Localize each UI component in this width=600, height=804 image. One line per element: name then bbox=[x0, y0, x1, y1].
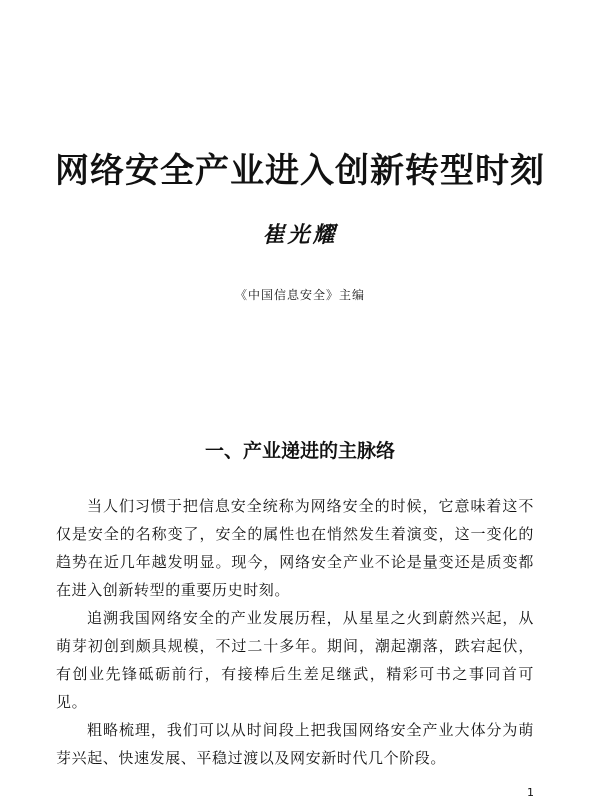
section-heading: 一、产业递进的主脉络 bbox=[204, 440, 395, 462]
paragraph: 粗略梳理，我们可以从时间段上把我国网络安全产业大体分为萌芽兴起、快速发展、平稳过渡以及网安新时代几个阶段。 bbox=[56, 721, 534, 767]
page-number: 1 bbox=[527, 786, 534, 799]
paragraph: 当人们习惯于把信息安全统称为网络安全的时候，它意味着这不仅是安全的名称变了，安全的属性也在悄然发生着演变，这一变化的趋势在近几年越发明显。现今，网络安全产业不论是量变还是质变都在进入创新转型的重要历史时刻。 bbox=[56, 497, 534, 599]
body-text bbox=[56, 492, 534, 772]
author-affiliation: 《中国信息安全》主编 bbox=[234, 288, 365, 302]
article-title: 网络安全产业进入创新转型时刻 bbox=[55, 151, 545, 191]
author-name: 崔光耀 bbox=[262, 222, 338, 248]
paragraph: 追溯我国网络安全的产业发展历程，从星星之火到蔚然兴起，从萌芽初创到颇具规模，不过二十多年。期间，潮起潮落，跌宕起伏，有创业先锋砥砺前行，有接棒后生差足继武，精彩可书之事同首可见。 bbox=[56, 609, 534, 711]
